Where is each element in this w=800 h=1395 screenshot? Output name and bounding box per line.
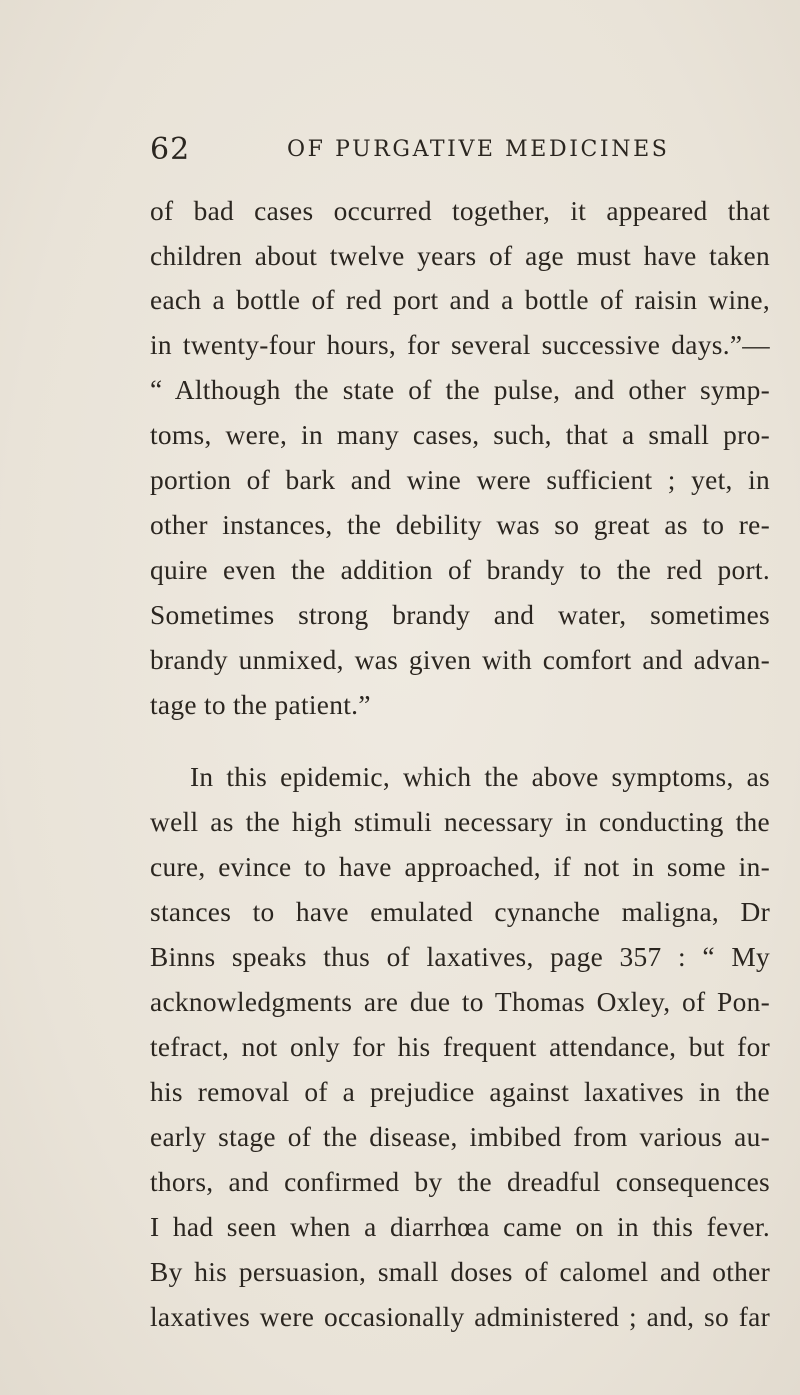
text-line: In this epidemic, which the above symptoms, as [190,762,770,792]
text-line: well as the high stimuli necessary in conducting the [150,807,770,837]
text-line: children about twelve years of age must have taken [150,241,770,271]
text-line: “ Although the state of the pulse, and other symp- [150,375,770,405]
text-line: stances to have emulated cynanche maligna, Dr [150,897,770,927]
text-line: thors, and confirmed by the dreadful consequences [150,1167,770,1197]
text-line: early stage of the disease, imbibed from various au- [150,1122,770,1152]
text-line: I had seen when a diarrhœa came on in this fever. [150,1212,770,1242]
text-line: laxatives were occasionally administered ; and, so far [150,1302,770,1332]
text-line: toms, were, in many cases, such, that a small pro- [150,420,770,450]
text-line: acknowledgments are due to Thomas Oxley, of Pon- [150,987,770,1017]
page-number: 62 [150,132,191,167]
text-line: cure, evince to have approached, if not in some in- [150,852,770,882]
text-line: his removal of a prejudice against laxatives in the [150,1077,770,1107]
text-line: tage to the patient.” [150,690,371,720]
text-line: each a bottle of red port and a bottle of raisin wine, [150,285,770,315]
text-line: of bad cases occurred together, it appeared that [150,196,770,226]
text-line: By his persuasion, small doses of calomel and other [150,1257,770,1287]
text-line: brandy unmixed, was given with comfort and advan- [150,645,770,675]
text-line: Binns speaks thus of laxatives, page 357 : “ My [150,942,770,972]
text-line: other instances, the debility was so great as to re- [150,510,770,540]
running-head [150,132,770,172]
text-line: in twenty-four hours, for several successive days.”— [150,330,770,360]
text-line: quire even the addition of brandy to the red port. [150,555,770,585]
text-line: Sometimes strong brandy and water, sometimes [150,600,770,630]
text-line: portion of bark and wine were sufficient ; yet, in [150,465,770,495]
running-title: OF PURGATIVE MEDICINES [287,137,670,162]
text-line: tefract, not only for his frequent attendance, but for [150,1032,770,1062]
